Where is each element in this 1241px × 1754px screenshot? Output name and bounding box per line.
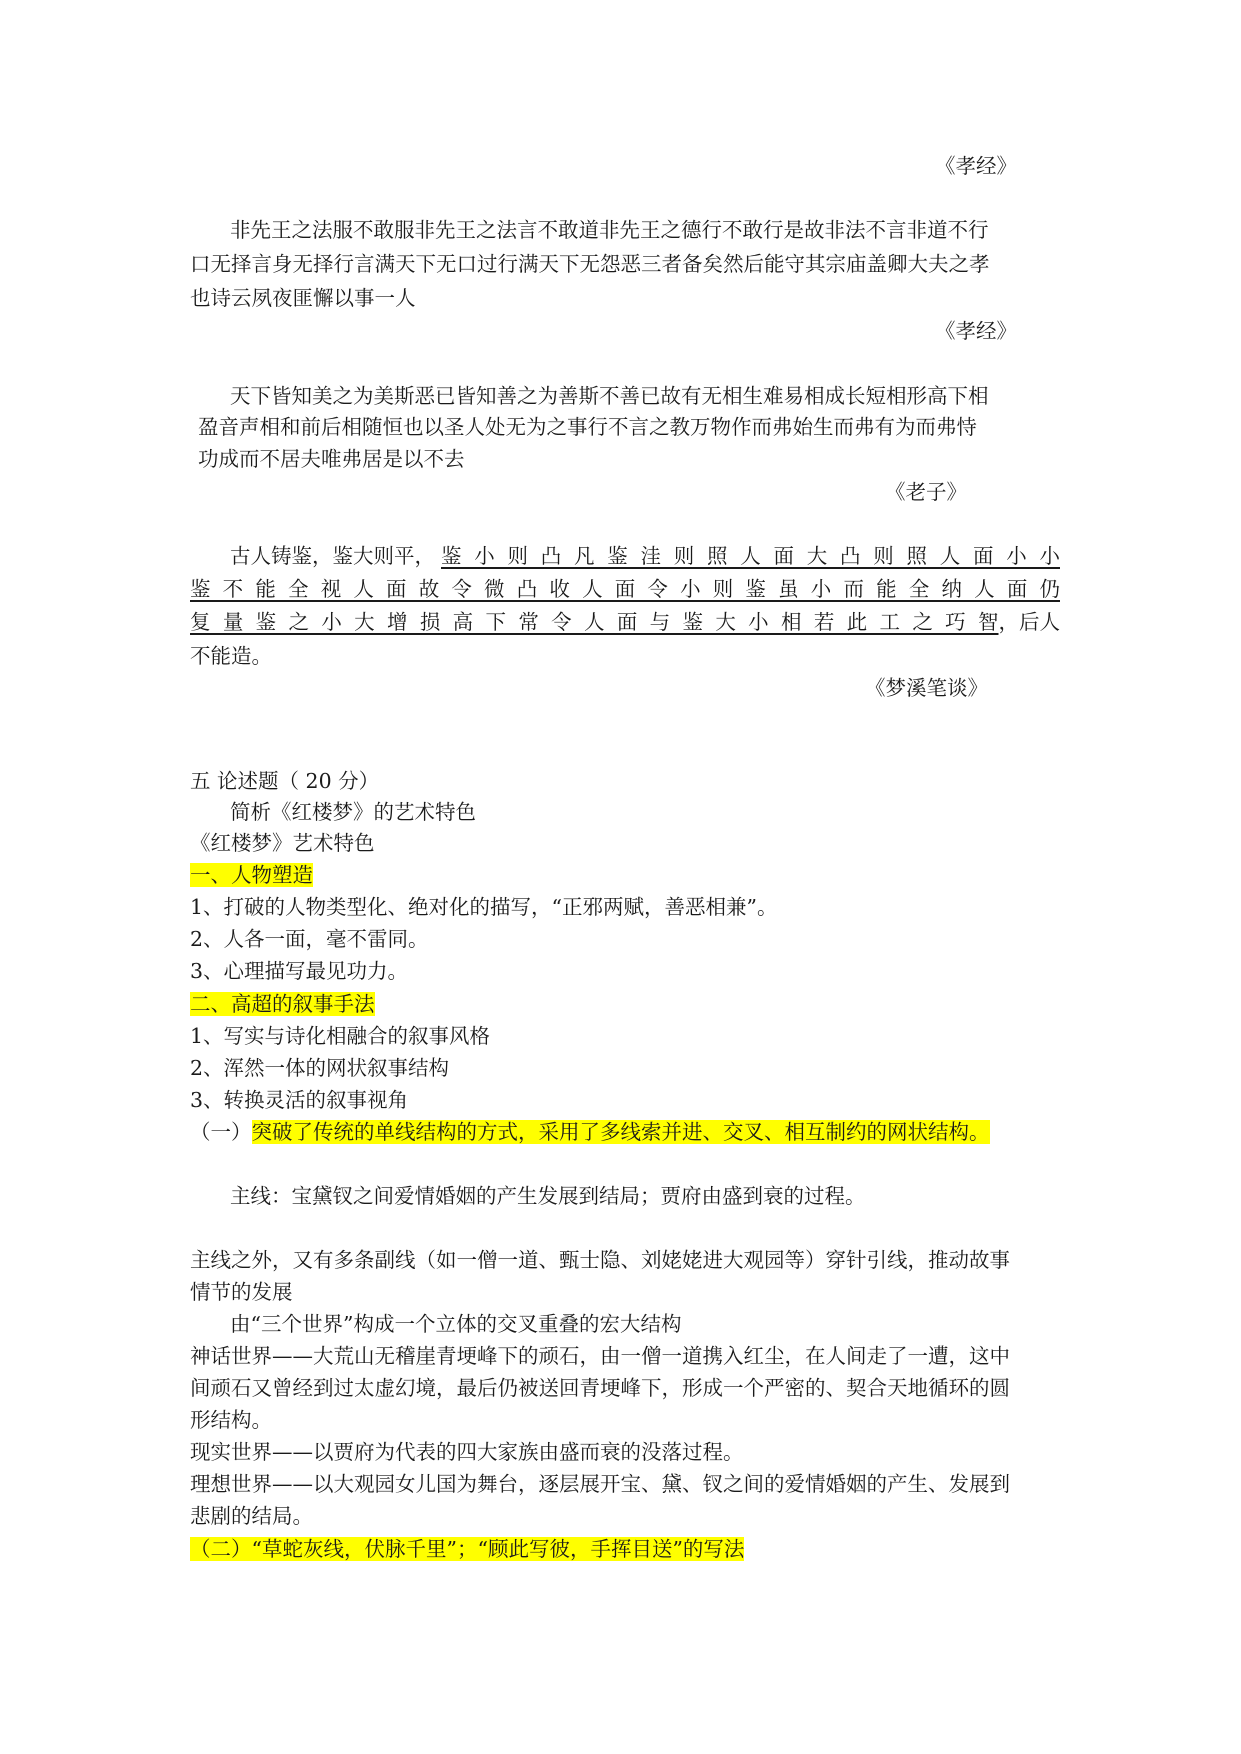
mengxi-line-3 bbox=[190, 606, 1060, 638]
mengxi-line-2-underlined: 鉴 不 能 全 视 人 面 故 令 微 凸 收 人 面 令 小 则 鉴 虽 小 而 能 全 纳 人 面 仍 bbox=[190, 577, 1060, 601]
sub-1-prefix: （一） bbox=[190, 1120, 252, 1144]
mengxi-line-3-plain: ，后人 bbox=[998, 610, 1060, 634]
mengxi-line-1 bbox=[230, 540, 1060, 572]
xiaojing-line-3: 也诗云夙夜匪懈以事一人 bbox=[190, 286, 416, 310]
section-1-heading: 一、人物塑造 bbox=[190, 863, 313, 887]
sub-2-heading: （二）“草蛇灰线，伏脉千里”；“顾此写彼，手挥目送”的写法 bbox=[190, 1537, 745, 1561]
three-worlds: 由“三个世界”构成一个立体的交叉重叠的宏大结构 bbox=[230, 1312, 682, 1336]
subline-2: 情节的发展 bbox=[190, 1280, 293, 1304]
xiaojing-line-2: 口无择言身无择行言满天下无口过行满天下无怨恶三者备矣然后能守其宗庙盖卿大夫之孝 bbox=[190, 252, 990, 276]
source-xiaojing-1: 《孝经》 bbox=[935, 154, 1017, 178]
subline-1: 主线之外，又有多条副线（如一僧一道、甄士隐、刘姥姥进大观园等）穿针引线，推动故事 bbox=[190, 1248, 1010, 1272]
source-mengxi: 《梦溪笔谈》 bbox=[865, 676, 988, 700]
ideal-world-2: 悲剧的结局。 bbox=[190, 1504, 313, 1528]
mengxi-line-4: 不能造。 bbox=[190, 644, 272, 668]
mengxi-line-1-plain: 古人铸鉴，鉴大则平， bbox=[230, 544, 435, 568]
mengxi-line-1-underlined: 鉴 小 则 凸 凡 鉴 洼 则 照 人 面 大 凸 则 照 人 面 小 小 bbox=[441, 544, 1060, 568]
reality-world: 现实世界——以贾府为代表的四大家族由盛而衰的没落过程。 bbox=[190, 1440, 744, 1464]
sub-1-line bbox=[190, 1116, 1060, 1148]
s1-item-2: 2、人各一面，毫不雷同。 bbox=[190, 927, 429, 951]
s2-item-1: 1、写实与诗化相融合的叙事风格 bbox=[190, 1024, 491, 1048]
laozi-line-2: 盈音声相和前后相随恒也以圣人处无为之事行不言之教万物作而弗始生而弗有为而弗恃 bbox=[198, 415, 977, 439]
section-2-heading: 二、高超的叙事手法 bbox=[190, 992, 375, 1016]
laozi-line-1: 天下皆知美之为美斯恶已皆知善之为善斯不善已故有无相生难易相成长短相形高下相 bbox=[230, 384, 989, 408]
myth-world-2: 间顽石又曾经到过太虚幻境，最后仍被送回青埂峰下，形成一个严密的、契合天地循环的圆 bbox=[190, 1376, 1010, 1400]
s1-item-3: 3、心理描写最见功力。 bbox=[190, 959, 409, 983]
mainline-text: 主线：宝黛钗之间爱情婚姻的产生发展到结局；贾府由盛到衰的过程。 bbox=[230, 1184, 866, 1208]
s1-item-1: 1、打破的人物类型化、绝对化的描写，“正邪两赋，善恶相兼”。 bbox=[190, 895, 778, 919]
source-laozi: 《老子》 bbox=[885, 480, 967, 504]
myth-world-1: 神话世界——大荒山无稽崖青埂峰下的顽石，由一僧一道携入红尘，在人间走了一遭，这中 bbox=[190, 1344, 1010, 1368]
myth-world-3: 形结构。 bbox=[190, 1408, 272, 1432]
sub-1-text: 突破了传统的单线结构的方式，采用了多线索并进、交叉、相互制约的网状结构。 bbox=[251, 1120, 990, 1144]
source-xiaojing-2: 《孝经》 bbox=[935, 319, 1017, 343]
ideal-world-1: 理想世界——以大观园女儿国为舞台，逐层展开宝、黛、钗之间的爱情婚姻的产生、发展到 bbox=[190, 1472, 1010, 1496]
essay-heading: 五 论述题（ 20 分） bbox=[190, 769, 380, 793]
s2-item-3: 3、转换灵活的叙事视角 bbox=[190, 1088, 409, 1112]
essay-question: 简析《红楼梦》的艺术特色 bbox=[230, 800, 476, 824]
laozi-line-3: 功成而不居夫唯弗居是以不去 bbox=[198, 447, 465, 471]
xiaojing-line-1: 非先王之法服不敢服非先王之法言不敢道非先王之德行不敢行是故非法不言非道不行 bbox=[230, 218, 989, 242]
mengxi-line-3-underlined: 复 量 鉴 之 小 大 增 损 高 下 常 令 人 面 与 鉴 大 小 相 若 此 工 之 巧 智 bbox=[190, 610, 999, 634]
s2-item-2: 2、浑然一体的网状叙事结构 bbox=[190, 1056, 450, 1080]
answer-title: 《红楼梦》艺术特色 bbox=[190, 831, 375, 855]
